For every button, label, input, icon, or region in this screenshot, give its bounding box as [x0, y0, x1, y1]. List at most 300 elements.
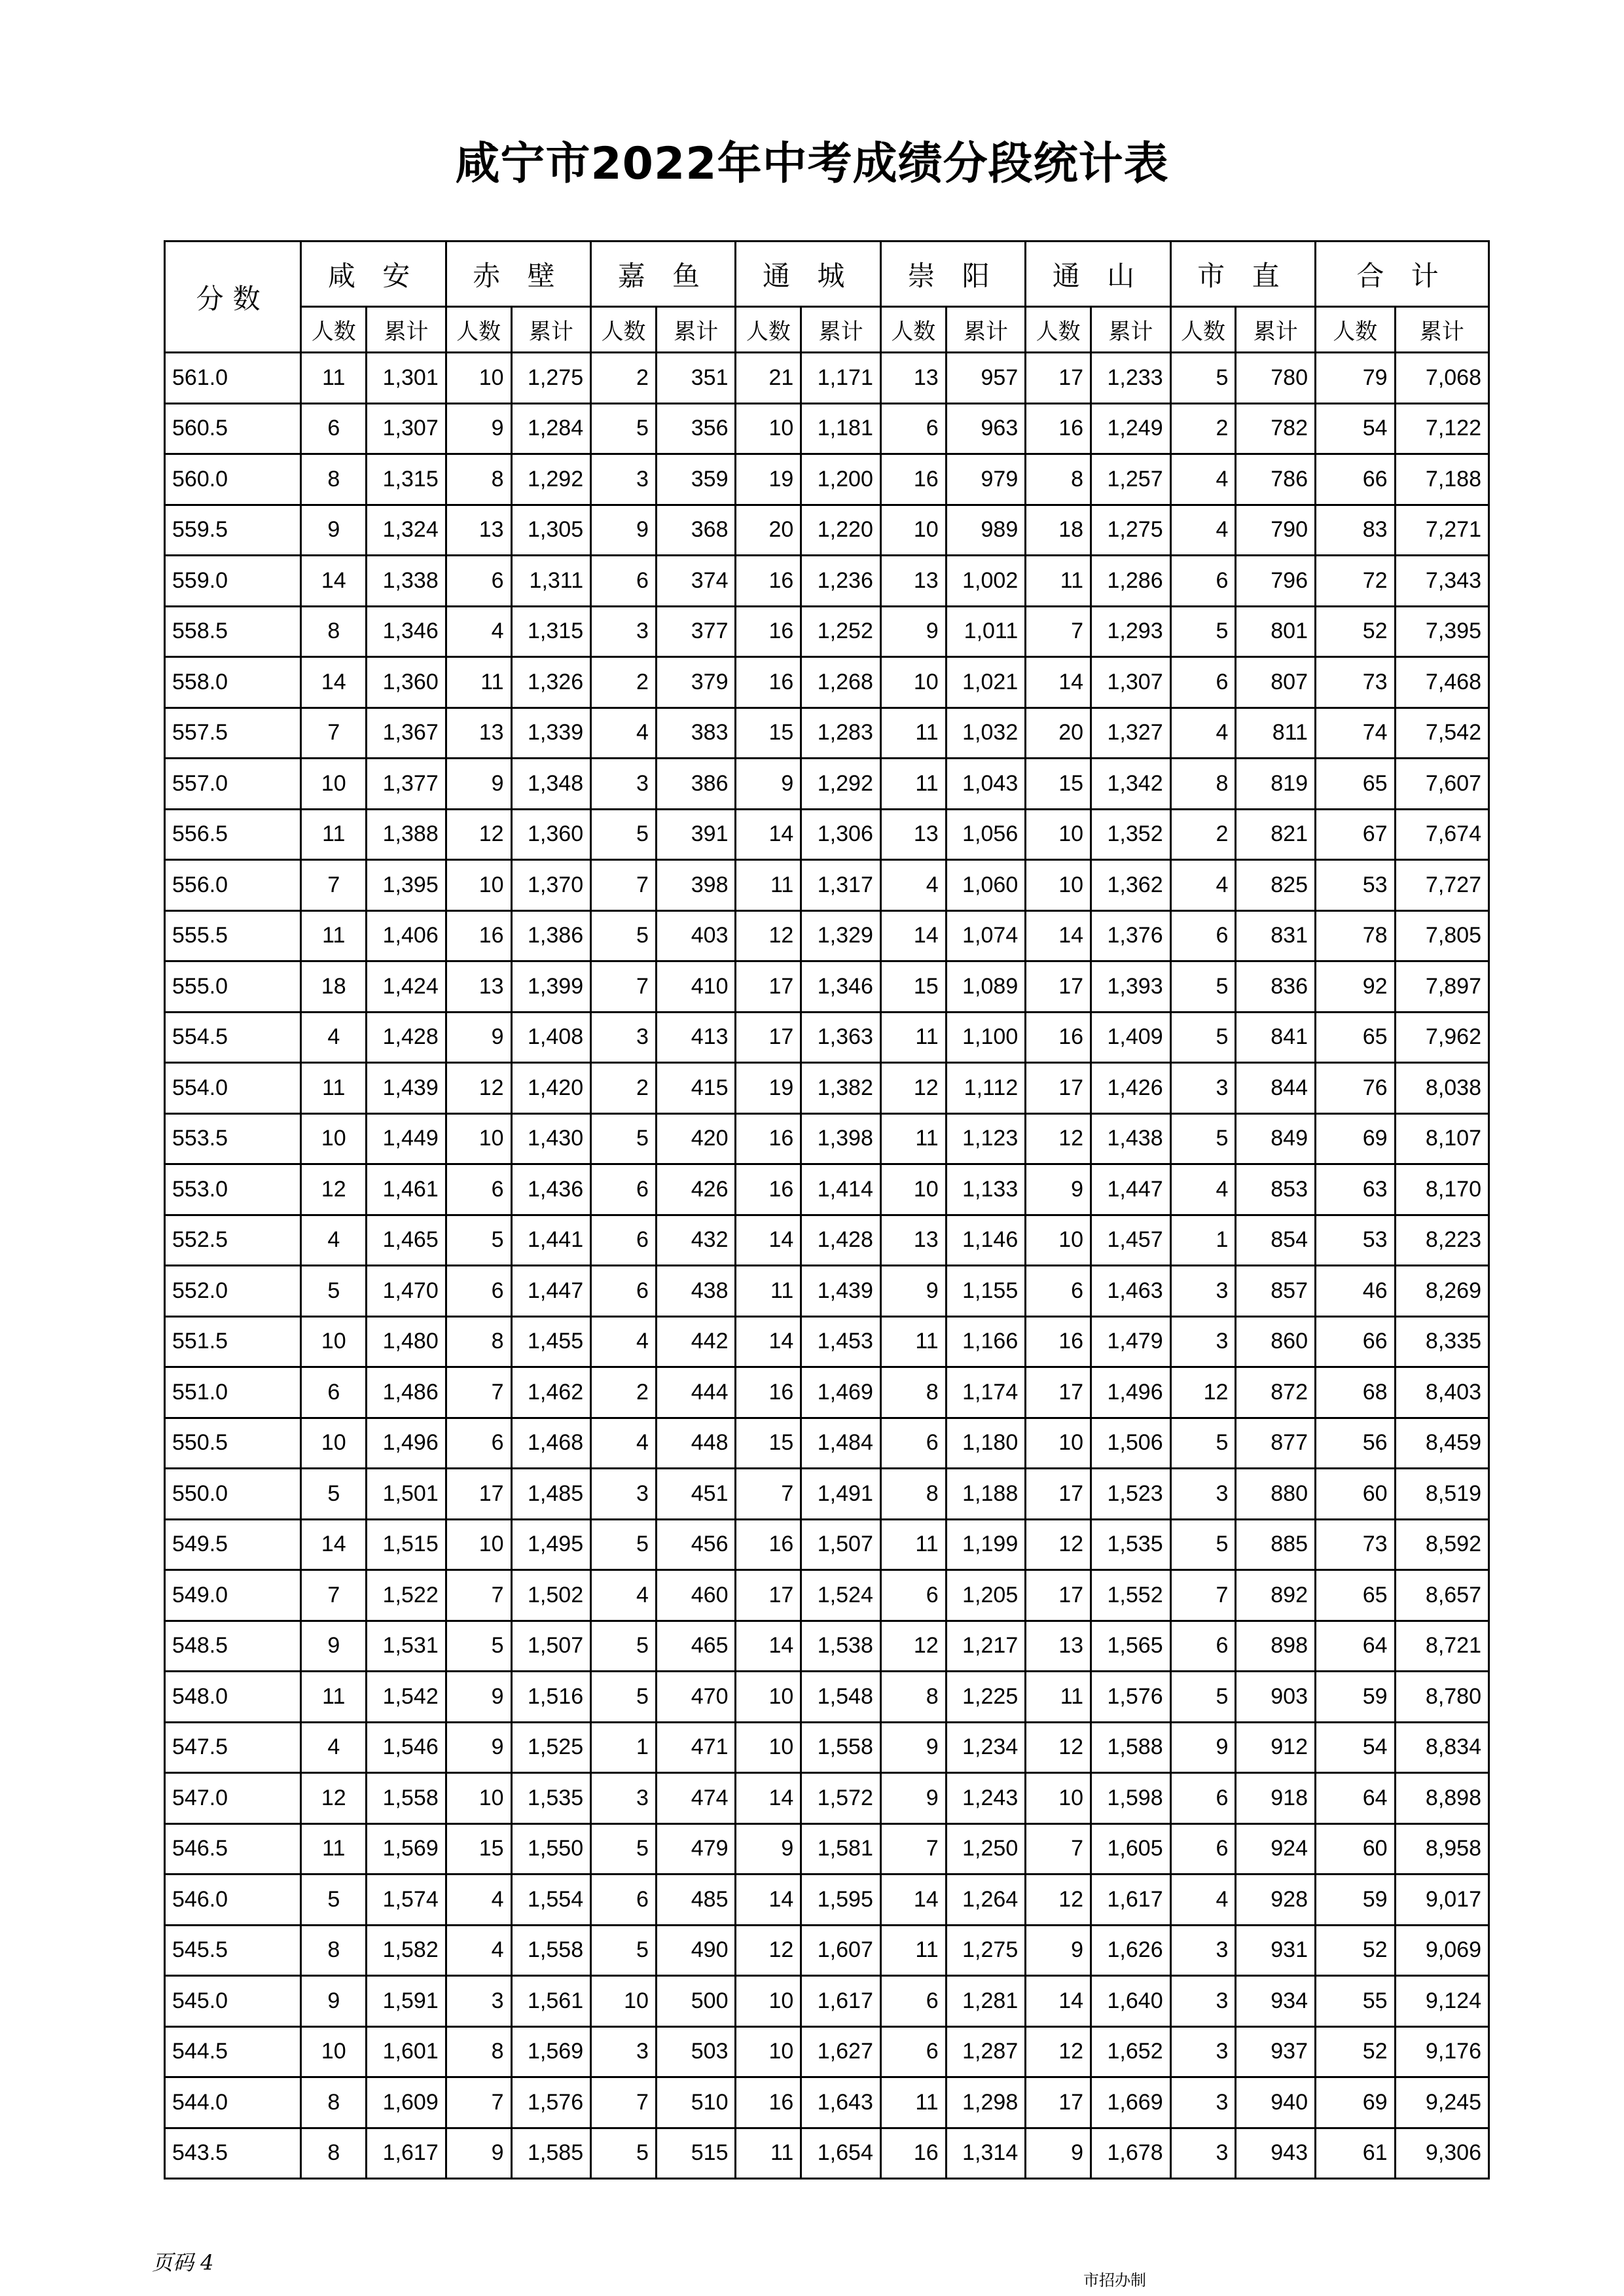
cumulative-cell: 1,574 — [367, 1874, 446, 1926]
cumulative-cell: 1,485 — [511, 1469, 591, 1520]
cumulative-cell: 1,032 — [946, 708, 1026, 759]
cumulative-cell: 1,558 — [511, 1925, 591, 1976]
table-row — [165, 1823, 1489, 1874]
cumulative-cell: 8,170 — [1395, 1164, 1489, 1215]
cumulative-cell: 1,011 — [946, 606, 1026, 657]
count-cell: 9 — [1026, 1164, 1091, 1215]
count-cell: 11 — [736, 2128, 801, 2179]
count-cell: 17 — [446, 1469, 511, 1520]
count-cell: 7 — [591, 860, 657, 911]
table-row — [165, 1722, 1489, 1773]
count-cell: 4 — [591, 1316, 657, 1367]
count-cell: 7 — [446, 2077, 511, 2128]
count-cell: 14 — [736, 1773, 801, 1824]
count-cell: 16 — [736, 1113, 801, 1164]
count-cell: 59 — [1315, 1672, 1395, 1723]
cumulative-cell: 1,420 — [511, 1063, 591, 1114]
score-cell: 554.5 — [165, 1012, 301, 1063]
cumulative-cell: 1,166 — [946, 1316, 1026, 1367]
cumulative-cell: 379 — [656, 657, 736, 708]
count-cell: 13 — [446, 961, 511, 1013]
cumulative-cell: 1,516 — [511, 1672, 591, 1723]
count-cell: 16 — [736, 556, 801, 607]
count-cell: 3 — [1170, 2026, 1236, 2077]
cumulative-cell: 1,180 — [946, 1418, 1026, 1469]
count-cell: 5 — [591, 2128, 657, 2179]
count-cell: 16 — [736, 2077, 801, 2128]
cumulative-cell: 1,548 — [801, 1672, 881, 1723]
count-cell: 17 — [736, 961, 801, 1013]
table-row — [165, 2077, 1489, 2128]
cumulative-cell: 940 — [1236, 2077, 1316, 2128]
cumulative-cell: 1,243 — [946, 1773, 1026, 1824]
cumulative-cell: 8,269 — [1395, 1266, 1489, 1317]
count-cell: 4 — [1170, 454, 1236, 505]
count-cell: 64 — [1315, 1621, 1395, 1672]
count-cell: 76 — [1315, 1063, 1395, 1114]
count-cell: 9 — [1026, 2128, 1091, 2179]
table-row — [165, 403, 1489, 454]
cumulative-cell: 1,352 — [1091, 809, 1171, 860]
score-cell: 545.0 — [165, 1976, 301, 2027]
cumulative-cell: 1,305 — [511, 505, 591, 556]
region-header: 合 计 — [1315, 242, 1489, 307]
cumulative-cell: 7,188 — [1395, 454, 1489, 505]
cumulative-header: 累计 — [511, 307, 591, 353]
cumulative-cell: 503 — [656, 2026, 736, 2077]
cumulative-cell: 1,188 — [946, 1469, 1026, 1520]
count-cell: 4 — [301, 1012, 367, 1063]
cumulative-cell: 1,348 — [511, 759, 591, 810]
cumulative-cell: 8,403 — [1395, 1367, 1489, 1418]
count-cell: 12 — [1170, 1367, 1236, 1418]
table-body — [165, 353, 1489, 2179]
cumulative-cell: 432 — [656, 1215, 736, 1266]
cumulative-cell: 880 — [1236, 1469, 1316, 1520]
count-cell: 8 — [446, 454, 511, 505]
table-row — [165, 860, 1489, 911]
count-cell: 9 — [1170, 1722, 1236, 1773]
cumulative-cell: 456 — [656, 1519, 736, 1570]
footer-note: 市招办制 — [1083, 2271, 1146, 2289]
count-header: 人数 — [446, 307, 511, 353]
count-cell: 14 — [736, 1621, 801, 1672]
count-cell: 1 — [591, 1722, 657, 1773]
count-cell: 13 — [446, 505, 511, 556]
cumulative-cell: 892 — [1236, 1570, 1316, 1621]
count-cell: 10 — [301, 1316, 367, 1367]
cumulative-cell: 1,399 — [511, 961, 591, 1013]
table-row — [165, 1570, 1489, 1621]
count-cell: 8 — [880, 1367, 946, 1418]
cumulative-cell: 8,223 — [1395, 1215, 1489, 1266]
count-cell: 16 — [736, 606, 801, 657]
cumulative-cell: 1,393 — [1091, 961, 1171, 1013]
cumulative-cell: 885 — [1236, 1519, 1316, 1570]
count-cell: 9 — [591, 505, 657, 556]
cumulative-cell: 841 — [1236, 1012, 1316, 1063]
count-cell: 10 — [880, 1164, 946, 1215]
cumulative-header: 累计 — [946, 307, 1026, 353]
count-cell: 5 — [1170, 1113, 1236, 1164]
cumulative-cell: 1,607 — [801, 1925, 881, 1976]
cumulative-cell: 8,780 — [1395, 1672, 1489, 1723]
cumulative-cell: 1,249 — [1091, 403, 1171, 454]
table-row — [165, 1418, 1489, 1469]
count-cell: 56 — [1315, 1418, 1395, 1469]
cumulative-cell: 1,491 — [801, 1469, 881, 1520]
cumulative-cell: 7,962 — [1395, 1012, 1489, 1063]
cumulative-cell: 8,834 — [1395, 1722, 1489, 1773]
cumulative-cell: 1,317 — [801, 860, 881, 911]
count-cell: 9 — [301, 1976, 367, 2027]
count-cell: 12 — [880, 1621, 946, 1672]
count-cell: 11 — [1026, 556, 1091, 607]
cumulative-cell: 359 — [656, 454, 736, 505]
cumulative-cell: 9,124 — [1395, 1976, 1489, 2027]
region-header: 咸 安 — [301, 242, 446, 307]
cumulative-cell: 1,558 — [367, 1773, 446, 1824]
count-cell: 10 — [736, 1722, 801, 1773]
region-header: 通 山 — [1026, 242, 1170, 307]
score-cell: 560.5 — [165, 403, 301, 454]
cumulative-cell: 1,306 — [801, 809, 881, 860]
count-cell: 3 — [591, 2026, 657, 2077]
cumulative-cell: 1,569 — [511, 2026, 591, 2077]
count-cell: 16 — [880, 2128, 946, 2179]
table-row — [165, 910, 1489, 961]
count-cell: 15 — [880, 961, 946, 1013]
count-cell: 11 — [301, 1823, 367, 1874]
count-cell: 10 — [880, 505, 946, 556]
cumulative-cell: 1,552 — [1091, 1570, 1171, 1621]
table-row — [165, 1519, 1489, 1570]
cumulative-cell: 1,617 — [367, 2128, 446, 2179]
count-cell: 12 — [1026, 1874, 1091, 1926]
count-cell: 10 — [1026, 860, 1091, 911]
count-cell: 9 — [880, 1722, 946, 1773]
cumulative-cell: 1,314 — [946, 2128, 1026, 2179]
cumulative-cell: 7,271 — [1395, 505, 1489, 556]
count-cell: 16 — [1026, 403, 1091, 454]
cumulative-cell: 1,535 — [1091, 1519, 1171, 1570]
cumulative-cell: 1,043 — [946, 759, 1026, 810]
count-cell: 15 — [1026, 759, 1091, 810]
cumulative-cell: 1,315 — [511, 606, 591, 657]
table-row — [165, 505, 1489, 556]
count-cell: 65 — [1315, 1570, 1395, 1621]
count-cell: 6 — [1170, 1823, 1236, 1874]
count-cell: 20 — [736, 505, 801, 556]
cumulative-cell: 1,264 — [946, 1874, 1026, 1926]
score-cell: 552.0 — [165, 1266, 301, 1317]
cumulative-cell: 1,447 — [511, 1266, 591, 1317]
cumulative-cell: 903 — [1236, 1672, 1316, 1723]
cumulative-cell: 403 — [656, 910, 736, 961]
cumulative-cell: 386 — [656, 759, 736, 810]
cumulative-cell: 1,496 — [1091, 1367, 1171, 1418]
cumulative-cell: 1,507 — [511, 1621, 591, 1672]
cumulative-cell: 1,601 — [367, 2026, 446, 2077]
cumulative-cell: 1,367 — [367, 708, 446, 759]
cumulative-cell: 1,441 — [511, 1215, 591, 1266]
count-cell: 3 — [591, 1012, 657, 1063]
count-cell: 16 — [736, 1164, 801, 1215]
cumulative-cell: 8,459 — [1395, 1418, 1489, 1469]
cumulative-cell: 934 — [1236, 1976, 1316, 2027]
count-cell: 4 — [880, 860, 946, 911]
count-cell: 3 — [1170, 1976, 1236, 2027]
cumulative-cell: 474 — [656, 1773, 736, 1824]
score-column-header: 分数 — [165, 242, 301, 353]
count-cell: 10 — [446, 1519, 511, 1570]
cumulative-cell: 931 — [1236, 1925, 1316, 1976]
count-cell: 5 — [301, 1266, 367, 1317]
count-cell: 13 — [1026, 1621, 1091, 1672]
score-cell: 559.5 — [165, 505, 301, 556]
cumulative-cell: 1,554 — [511, 1874, 591, 1926]
cumulative-cell: 448 — [656, 1418, 736, 1469]
count-cell: 9 — [301, 1621, 367, 1672]
count-cell: 5 — [591, 1621, 657, 1672]
cumulative-cell: 1,342 — [1091, 759, 1171, 810]
count-cell: 67 — [1315, 809, 1395, 860]
cumulative-cell: 1,283 — [801, 708, 881, 759]
cumulative-cell: 1,275 — [946, 1925, 1026, 1976]
count-cell: 6 — [880, 1570, 946, 1621]
count-cell: 7 — [301, 708, 367, 759]
count-cell: 52 — [1315, 1925, 1395, 1976]
cumulative-cell: 1,617 — [1091, 1874, 1171, 1926]
count-cell: 7 — [446, 1570, 511, 1621]
table-row — [165, 1976, 1489, 2027]
cumulative-cell: 1,284 — [511, 403, 591, 454]
cumulative-cell: 1,426 — [1091, 1063, 1171, 1114]
count-cell: 11 — [880, 708, 946, 759]
count-cell: 11 — [301, 353, 367, 404]
cumulative-cell: 1,236 — [801, 556, 881, 607]
table-row — [165, 2026, 1489, 2077]
count-cell: 14 — [301, 1519, 367, 1570]
cumulative-cell: 1,436 — [511, 1164, 591, 1215]
cumulative-cell: 1,021 — [946, 657, 1026, 708]
cumulative-cell: 1,569 — [367, 1823, 446, 1874]
count-cell: 13 — [446, 708, 511, 759]
cumulative-cell: 1,576 — [1091, 1672, 1171, 1723]
count-cell: 54 — [1315, 403, 1395, 454]
cumulative-cell: 1,524 — [801, 1570, 881, 1621]
count-cell: 14 — [736, 1316, 801, 1367]
cumulative-cell: 1,565 — [1091, 1621, 1171, 1672]
cumulative-cell: 1,123 — [946, 1113, 1026, 1164]
cumulative-cell: 1,522 — [367, 1570, 446, 1621]
cumulative-cell: 1,360 — [367, 657, 446, 708]
count-cell: 12 — [301, 1773, 367, 1824]
score-cell: 552.5 — [165, 1215, 301, 1266]
table-row — [165, 1063, 1489, 1114]
cumulative-cell: 1,542 — [367, 1672, 446, 1723]
count-cell: 9 — [446, 403, 511, 454]
score-cell: 544.5 — [165, 2026, 301, 2077]
cumulative-cell: 8,898 — [1395, 1773, 1489, 1824]
cumulative-cell: 1,056 — [946, 809, 1026, 860]
count-cell: 12 — [1026, 1113, 1091, 1164]
count-cell: 3 — [1170, 1469, 1236, 1520]
score-cell: 556.0 — [165, 860, 301, 911]
cumulative-cell: 1,395 — [367, 860, 446, 911]
cumulative-cell: 790 — [1236, 505, 1316, 556]
count-cell: 46 — [1315, 1266, 1395, 1317]
cumulative-cell: 9,176 — [1395, 2026, 1489, 2077]
count-cell: 5 — [591, 809, 657, 860]
count-cell: 5 — [591, 910, 657, 961]
cumulative-cell: 383 — [656, 708, 736, 759]
count-cell: 8 — [880, 1672, 946, 1723]
count-cell: 59 — [1315, 1874, 1395, 1926]
table-subheader-row — [165, 307, 1489, 353]
cumulative-cell: 872 — [1236, 1367, 1316, 1418]
count-cell: 13 — [880, 1215, 946, 1266]
table-row — [165, 759, 1489, 810]
cumulative-cell: 912 — [1236, 1722, 1316, 1773]
cumulative-cell: 1,155 — [946, 1266, 1026, 1317]
count-cell: 13 — [880, 353, 946, 404]
cumulative-cell: 1,449 — [367, 1113, 446, 1164]
count-cell: 8 — [301, 454, 367, 505]
cumulative-cell: 1,089 — [946, 961, 1026, 1013]
cumulative-cell: 7,607 — [1395, 759, 1489, 810]
count-cell: 12 — [446, 1063, 511, 1114]
cumulative-cell: 937 — [1236, 2026, 1316, 2077]
cumulative-cell: 1,281 — [946, 1976, 1026, 2027]
cumulative-cell: 1,307 — [1091, 657, 1171, 708]
count-cell: 17 — [1026, 1570, 1091, 1621]
cumulative-cell: 8,592 — [1395, 1519, 1489, 1570]
count-cell: 4 — [1170, 708, 1236, 759]
cumulative-cell: 1,409 — [1091, 1012, 1171, 1063]
score-cell: 548.5 — [165, 1621, 301, 1672]
cumulative-cell: 1,428 — [367, 1012, 446, 1063]
cumulative-cell: 7,068 — [1395, 353, 1489, 404]
count-cell: 10 — [301, 2026, 367, 2077]
count-cell: 10 — [446, 1113, 511, 1164]
count-cell: 7 — [301, 1570, 367, 1621]
count-cell: 6 — [1170, 1773, 1236, 1824]
cumulative-cell: 1,506 — [1091, 1418, 1171, 1469]
count-cell: 6 — [591, 1874, 657, 1926]
count-cell: 2 — [1170, 403, 1236, 454]
count-cell: 9 — [880, 1773, 946, 1824]
count-cell: 5 — [591, 1113, 657, 1164]
count-cell: 11 — [301, 910, 367, 961]
count-cell: 7 — [591, 961, 657, 1013]
cumulative-cell: 1,414 — [801, 1164, 881, 1215]
count-cell: 3 — [591, 1469, 657, 1520]
cumulative-cell: 1,546 — [367, 1722, 446, 1773]
cumulative-cell: 811 — [1236, 708, 1316, 759]
count-cell: 6 — [1170, 657, 1236, 708]
count-cell: 52 — [1315, 606, 1395, 657]
count-header: 人数 — [736, 307, 801, 353]
score-cell: 551.5 — [165, 1316, 301, 1367]
count-cell: 4 — [591, 708, 657, 759]
cumulative-cell: 807 — [1236, 657, 1316, 708]
cumulative-cell: 860 — [1236, 1316, 1316, 1367]
count-cell: 4 — [446, 1874, 511, 1926]
count-cell: 4 — [446, 606, 511, 657]
cumulative-cell: 1,550 — [511, 1823, 591, 1874]
count-cell: 13 — [880, 556, 946, 607]
count-cell: 17 — [1026, 353, 1091, 404]
cumulative-cell: 1,453 — [801, 1316, 881, 1367]
count-cell: 2 — [591, 1063, 657, 1114]
cumulative-cell: 1,585 — [511, 2128, 591, 2179]
cumulative-cell: 1,293 — [1091, 606, 1171, 657]
cumulative-cell: 1,346 — [367, 606, 446, 657]
count-cell: 6 — [591, 1266, 657, 1317]
cumulative-cell: 7,122 — [1395, 403, 1489, 454]
cumulative-cell: 1,362 — [1091, 860, 1171, 911]
cumulative-cell: 844 — [1236, 1063, 1316, 1114]
cumulative-cell: 7,343 — [1395, 556, 1489, 607]
score-cell: 545.5 — [165, 1925, 301, 1976]
cumulative-cell: 1,457 — [1091, 1215, 1171, 1266]
cumulative-cell: 1,538 — [801, 1621, 881, 1672]
count-cell: 16 — [1026, 1012, 1091, 1063]
score-cell: 557.5 — [165, 708, 301, 759]
count-cell: 5 — [591, 1925, 657, 1976]
score-cell: 555.5 — [165, 910, 301, 961]
cumulative-cell: 782 — [1236, 403, 1316, 454]
table-row — [165, 2128, 1489, 2179]
table-row — [165, 1621, 1489, 1672]
cumulative-cell: 451 — [656, 1469, 736, 1520]
count-cell: 7 — [1026, 606, 1091, 657]
cumulative-cell: 1,268 — [801, 657, 881, 708]
cumulative-header: 累计 — [1395, 307, 1489, 353]
cumulative-cell: 1,133 — [946, 1164, 1026, 1215]
count-cell: 11 — [736, 1266, 801, 1317]
count-cell: 14 — [1026, 1976, 1091, 2027]
cumulative-cell: 1,292 — [511, 454, 591, 505]
cumulative-cell: 1,146 — [946, 1215, 1026, 1266]
cumulative-cell: 1,307 — [367, 403, 446, 454]
count-cell: 17 — [736, 1012, 801, 1063]
cumulative-cell: 470 — [656, 1672, 736, 1723]
cumulative-cell: 780 — [1236, 353, 1316, 404]
count-cell: 14 — [736, 809, 801, 860]
cumulative-cell: 8,721 — [1395, 1621, 1489, 1672]
cumulative-cell: 1,462 — [511, 1367, 591, 1418]
cumulative-cell: 1,463 — [1091, 1266, 1171, 1317]
count-cell: 6 — [1026, 1266, 1091, 1317]
count-cell: 10 — [736, 403, 801, 454]
cumulative-cell: 1,626 — [1091, 1925, 1171, 1976]
count-cell: 7 — [736, 1469, 801, 1520]
region-header: 市 直 — [1170, 242, 1315, 307]
table-row — [165, 1012, 1489, 1063]
count-header: 人数 — [591, 307, 657, 353]
cumulative-cell: 1,287 — [946, 2026, 1026, 2077]
cumulative-cell: 1,377 — [367, 759, 446, 810]
count-cell: 68 — [1315, 1367, 1395, 1418]
count-cell: 53 — [1315, 1215, 1395, 1266]
cumulative-cell: 444 — [656, 1367, 736, 1418]
count-cell: 9 — [446, 1722, 511, 1773]
table-row — [165, 1672, 1489, 1723]
cumulative-cell: 1,515 — [367, 1519, 446, 1570]
cumulative-cell: 1,286 — [1091, 556, 1171, 607]
